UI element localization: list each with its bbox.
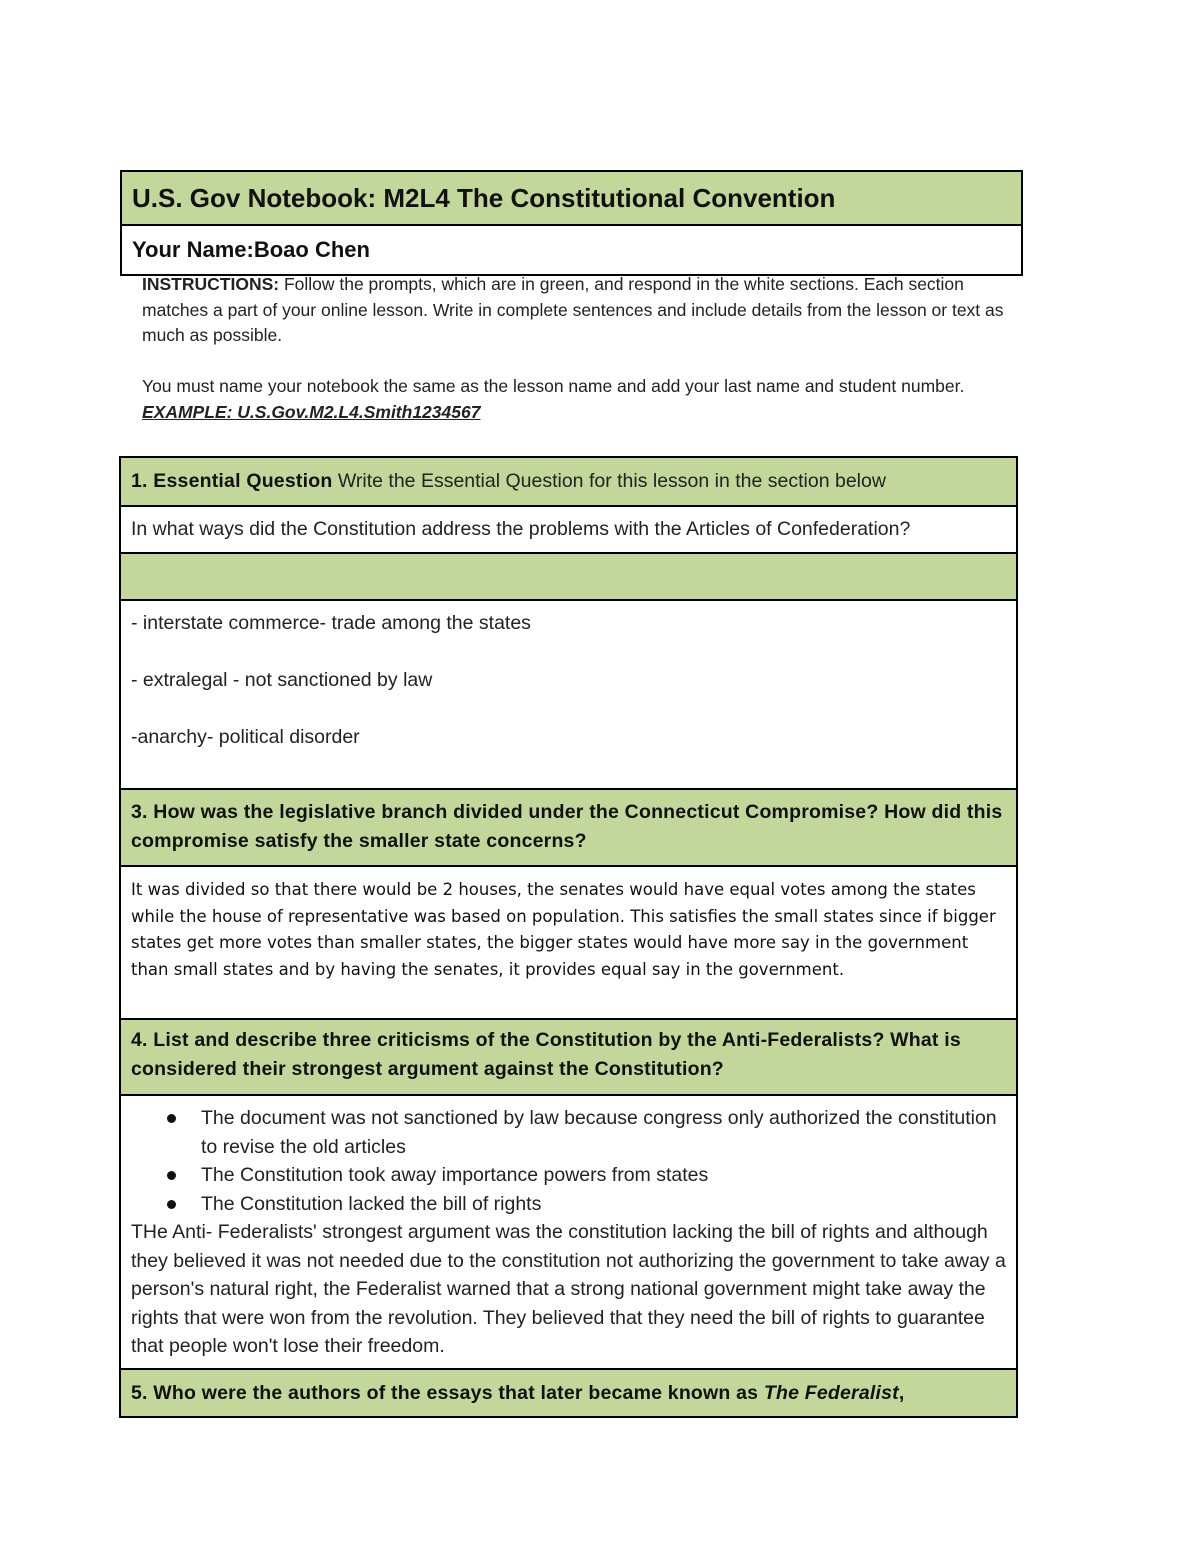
section-1-prompt-text: Write the Essential Question for this lesson in the section below (332, 470, 886, 492)
section-4-answer[interactable] (121, 1096, 1016, 1370)
criticisms-list (131, 1104, 1006, 1218)
notebook-header (120, 170, 1023, 276)
vocab-item: - interstate commerce- trade among the states (131, 612, 531, 634)
vocab-item: - extralegal - not sanctioned by law (131, 669, 433, 691)
section-5-prompt-text: 5. Who were the authors of the essays that later became known as (131, 1381, 764, 1404)
section-5-prompt-title: The Federalist (763, 1381, 899, 1404)
section-5-prompt-tail: , (898, 1381, 905, 1404)
section-3-prompt: 3. How was the legislative branch divided under the Connecticut Compromise? How did this compromise satisfy the smaller state concerns? (121, 790, 1016, 867)
vocab-item: -anarchy- political disorder (131, 726, 360, 748)
naming-paragraph (142, 374, 1032, 425)
strongest-argument-paragraph: THe Anti- Federalists' strongest argument was the constitution lacking the bill of rights and although they believed it was not needed due to the constitution not authorizing the government to take away a person's natural right, the Federalist warned that a strong national government might take away the rights that were won from the revolution. They believed that they need the bill of rights to guarantee that people won't lose their freedom. (131, 1221, 1006, 1357)
bullet-icon (167, 1114, 176, 1123)
section-5-prompt (121, 1370, 1016, 1416)
student-name: Your Name:Boao Chen (132, 237, 370, 262)
instructions-block (142, 272, 1032, 425)
instructions-label: INSTRUCTIONS: (142, 274, 280, 294)
list-item: The document was not sanctioned by law because congress only authorized the constitution to revise the old articles (201, 1104, 1006, 1161)
list-item: The Constitution took away importance powers from states (201, 1161, 1006, 1190)
naming-example: EXAMPLE: U.S.Gov.M2.L4.Smith1234567 (142, 401, 481, 422)
section-1-prompt-label: 1. Essential Question (131, 470, 333, 492)
instructions-paragraph (142, 272, 1032, 349)
bullet-icon (167, 1171, 176, 1180)
section-2-prompt (121, 554, 1016, 601)
section-1-answer[interactable]: In what ways did the Constitution address the problems with the Articles of Confederation? (121, 507, 1016, 554)
notebook-title: U.S. Gov Notebook: M2L4 The Constitutional Convention (122, 172, 1021, 226)
naming-text: You must name your notebook the same as the lesson name and add your last name and student number. (142, 376, 965, 396)
section-4-prompt: 4. List and describe three criticisms of the Constitution by the Anti-Federalists? What is considered their strongest argument against the Constitution? (121, 1020, 1016, 1096)
instructions-text: Follow the prompts, which are in green, and respond in the white sections. Each section matches a part of your online lesson. Write in complete sentences and include details from the lesson or text as much as possible. (142, 274, 1004, 345)
section-2-answer[interactable] (121, 601, 1016, 790)
bullet-icon (167, 1200, 176, 1209)
section-1-prompt (121, 458, 1016, 507)
list-item: The Constitution lacked the bill of rights (201, 1190, 1006, 1219)
section-3-answer[interactable]: It was divided so that there would be 2 houses, the senates would have equal votes among the states while the house of representative was based on population. This satisfies the small states since if bigger states get more votes than smaller states, the bigger states would have more say in the government than small states and by having the senates, it provides equal say in the government. (121, 867, 1016, 1020)
notebook-table (119, 456, 1018, 1418)
